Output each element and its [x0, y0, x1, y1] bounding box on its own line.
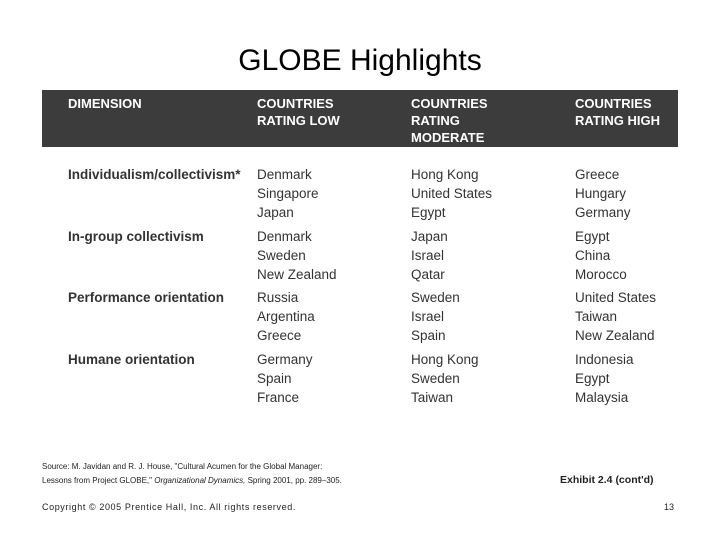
country: New Zealand: [257, 267, 337, 282]
country: Egypt: [575, 229, 610, 244]
country: Argentina: [257, 309, 315, 324]
countries-high: [575, 288, 656, 345]
countries-moderate: [411, 350, 479, 407]
header-text: RATING: [411, 113, 460, 128]
country: Japan: [257, 205, 294, 220]
countries-moderate: [411, 165, 492, 222]
country: Indonesia: [575, 352, 634, 367]
header-text: RATING HIGH: [575, 113, 660, 128]
country: Denmark: [257, 229, 312, 244]
country: Sweden: [257, 248, 306, 263]
country: Morocco: [575, 267, 627, 282]
exhibit-label: [560, 474, 690, 486]
header-text: DIMENSION: [68, 96, 142, 111]
journal-name: Organizational Dynamics,: [154, 476, 246, 485]
header-text: COUNTRIES: [575, 96, 652, 111]
dimension-label: Humane orientation: [68, 352, 195, 367]
country: Denmark: [257, 167, 312, 182]
country: Germany: [575, 205, 631, 220]
header-rating-high: [575, 95, 660, 129]
country: Japan: [411, 229, 448, 244]
header-dimension: [68, 95, 142, 112]
dimension-label: Individualism/collectivism*: [68, 167, 241, 182]
header-text: MODERATE: [411, 130, 485, 145]
dimension-label: In-group collectivism: [68, 229, 204, 244]
header-text: RATING LOW: [257, 113, 340, 128]
slide-title: GLOBE Highlights: [238, 44, 482, 77]
countries-low: [257, 350, 313, 407]
country: Sweden: [411, 290, 460, 305]
header-text: COUNTRIES: [411, 96, 488, 111]
countries-low: [257, 288, 315, 345]
copyright-notice: Copyright © 2005 Prentice Hall, Inc. All rights reserved.: [42, 502, 296, 512]
countries-low: [257, 227, 337, 284]
country: Hungary: [575, 186, 627, 201]
exhibit-suffix: (cont'd): [615, 474, 654, 486]
source-line: [42, 474, 482, 488]
countries-high: [575, 227, 627, 284]
header-text: COUNTRIES: [257, 96, 334, 111]
country: Greece: [575, 167, 620, 182]
countries-low: [257, 165, 319, 222]
countries-moderate: [411, 227, 448, 284]
country: Taiwan: [575, 309, 618, 324]
countries-high: [575, 350, 634, 407]
country: Russia: [257, 290, 299, 305]
country: Taiwan: [411, 390, 454, 405]
country: Hong Kong: [411, 352, 479, 367]
source-line: Source: M. Javidan and R. J. House, "Cultural Acumen for the Global Manager:: [42, 462, 323, 471]
header-rating-low: [257, 95, 340, 129]
country: Hong Kong: [411, 167, 479, 182]
country: Spain: [257, 371, 292, 386]
country: Israel: [411, 248, 445, 263]
country: United States: [411, 186, 493, 201]
country: Spain: [411, 328, 446, 343]
country: Greece: [257, 328, 302, 343]
country: Singapore: [257, 186, 319, 201]
table-header: [42, 90, 678, 147]
header-rating-moderate: [411, 95, 488, 146]
countries-high: [575, 165, 631, 222]
country: United States: [575, 290, 657, 305]
page-number: 13: [664, 502, 675, 512]
country: Sweden: [411, 371, 460, 386]
source-citation: [42, 460, 482, 488]
exhibit-number: Exhibit 2.4: [560, 474, 616, 486]
country: Israel: [411, 309, 445, 324]
source-text: Spring 2001, pp. 289–305.: [245, 476, 342, 485]
country: China: [575, 248, 611, 263]
country: New Zealand: [575, 328, 655, 343]
source-text: Lessons from Project GLOBE,": [42, 476, 155, 485]
countries-moderate: [411, 288, 460, 345]
dimension-label: Performance orientation: [68, 290, 225, 305]
country: Egypt: [411, 205, 446, 220]
country: Malaysia: [575, 390, 629, 405]
country: Germany: [257, 352, 313, 367]
country: France: [257, 390, 300, 405]
country: Egypt: [575, 371, 610, 386]
country: Qatar: [411, 267, 445, 282]
